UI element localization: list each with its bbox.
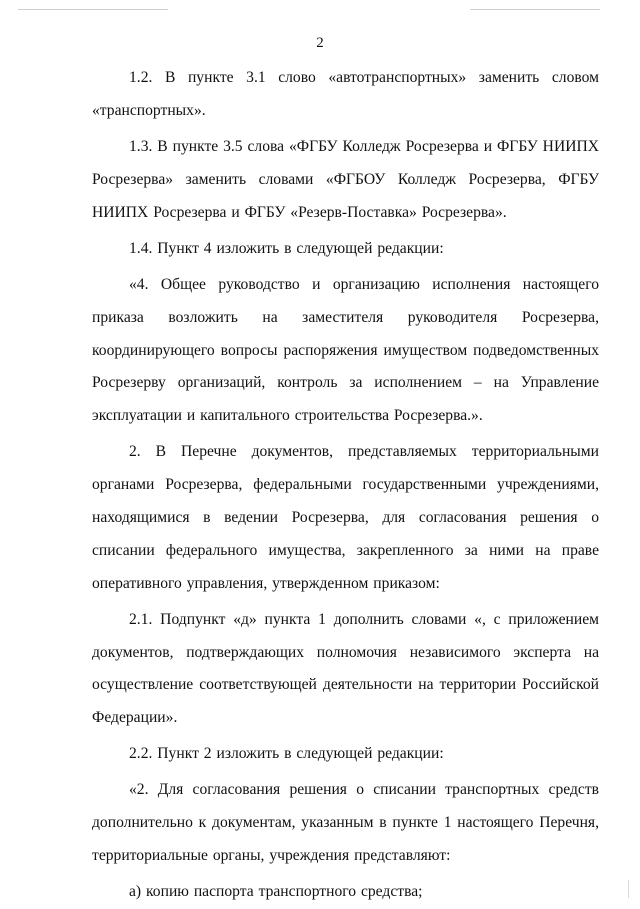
paragraph-1-2: 1.2. В пункте 3.1 слово «автотранспортных» заменить словом «транспортных».	[92, 69, 599, 119]
scan-artifact-line	[18, 9, 168, 10]
paragraph-quote-4: «4. Общее руководство и организацию исполнения настоящего приказа возложить на заместителя руководителя Росрезерва, координирующего вопросы распоряжения имуществом подведомственных Росрезерву организаций, контроль за исполнением – на Управление эксплуатации и капитального строительства Росрезерва.».	[92, 275, 599, 425]
document-body	[92, 62, 599, 909]
scan-artifact-line	[470, 9, 600, 10]
paragraph-2-1: 2.1. Подпункт «д» пункта 1 дополнить словами «, с приложением документов, подтверждающих полномочия независимого эксперта на осуществление соответствующей деятельности на территории Российской Федерации».	[92, 610, 599, 727]
paragraph-1-4: 1.4. Пункт 4 изложить в следующей редакции:	[129, 239, 444, 257]
page-number: 2	[316, 35, 324, 51]
scan-artifact-edge	[628, 880, 629, 898]
paragraph-2: 2. В Перечне документов, представляемых территориальными органами Росрезерва, федеральными государственными учреждениями, находящимися в ведении Росрезерва, для согласования решения о списании федерального имущества, закрепленного за ними на праве оперативного управления, утвержденном приказом:	[92, 443, 599, 592]
paragraph-1-3: 1.3. В пункте 3.5 слова «ФГБУ Колледж Росрезерва и ФГБУ НИИПХ Росрезерва» заменить словами «ФГБОУ Колледж Росрезерва, ФГБУ НИИПХ Росрезерва и ФГБУ «Резерв-Поставка» Росрезерва».	[92, 137, 599, 221]
paragraph-quote-2: «2. Для согласования решения о списании транспортных средств дополнительно к документам, указанным в пункте 1 настоящего Перечня, территориальные органы, учреждения представляют:	[92, 781, 599, 865]
paragraph-a: а) копию паспорта транспортного средства;	[129, 883, 423, 901]
paragraph-2-2: 2.2. Пункт 2 изложить в следующей редакции:	[129, 745, 444, 763]
